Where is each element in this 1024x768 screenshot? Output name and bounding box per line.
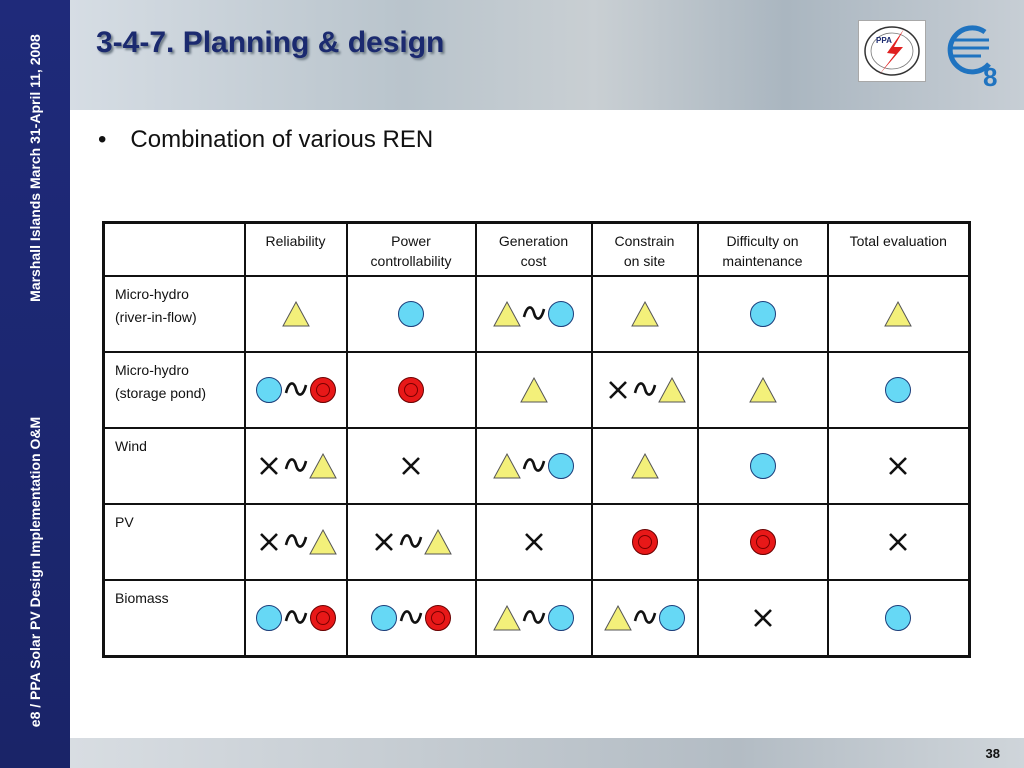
cross-icon [255,452,283,480]
e8-logo [945,18,1009,90]
sidebar [0,0,70,768]
rating-cell [592,504,698,580]
tilde-icon [283,528,309,556]
rating-cell [347,352,476,428]
circle-icon [370,604,398,632]
triangle-icon [658,376,686,404]
triangle-icon [309,528,337,556]
column-header: Power controllability [347,223,476,277]
rating-cell [698,352,828,428]
triangle-icon [424,528,452,556]
rating-cell [592,580,698,657]
column-header: Reliability [245,223,347,277]
tilde-icon [283,376,309,404]
tilde-icon [632,604,658,632]
rating-cell [828,352,970,428]
circle-icon [658,604,686,632]
table-row [104,580,970,657]
column-header: Generation cost [476,223,592,277]
red-circle-icon [749,528,777,556]
slide-footer [70,738,1024,768]
rating-cell [347,428,476,504]
red-circle-icon [309,604,337,632]
table-corner-cell [104,223,245,277]
circle-icon [884,604,912,632]
rating-cell [347,504,476,580]
bullet-marker: • [98,126,107,153]
cross-icon [397,452,425,480]
rating-cell [347,580,476,657]
rating-cell [245,580,347,657]
rating-cell [698,580,828,657]
cross-icon [884,528,912,556]
ppa-logo [858,20,926,82]
circle-icon [547,452,575,480]
circle-icon [255,604,283,632]
triangle-icon [493,452,521,480]
tilde-icon [283,452,309,480]
triangle-icon [604,604,632,632]
rating-cell [698,276,828,352]
row-label: Wind [104,428,245,504]
circle-icon [547,604,575,632]
circle-icon [884,376,912,404]
triangle-icon [520,376,548,404]
triangle-icon [309,452,337,480]
triangle-icon [884,300,912,328]
row-label: Micro-hydro (storage pond) [104,352,245,428]
rating-cell [245,504,347,580]
slide-title: 3-4-7. Planning & design [96,26,445,59]
column-header: Constrain on site [592,223,698,277]
rating-cell [476,580,592,657]
rating-cell [592,276,698,352]
circle-icon [749,300,777,328]
red-circle-icon [397,376,425,404]
column-header: Total evaluation [828,223,970,277]
tilde-icon [398,528,424,556]
triangle-icon [631,452,659,480]
circle-icon [547,300,575,328]
rating-cell [476,276,592,352]
rating-cell [592,352,698,428]
triangle-icon [282,300,310,328]
triangle-icon [493,604,521,632]
rating-cell [245,352,347,428]
rating-cell [828,428,970,504]
cross-icon [884,452,912,480]
evaluation-table [102,221,971,658]
rating-cell [245,276,347,352]
bullet-point [98,126,433,154]
triangle-icon [493,300,521,328]
rating-cell [828,580,970,657]
table-row [104,276,970,352]
rating-cell [245,428,347,504]
rating-cell [476,504,592,580]
rating-cell [828,504,970,580]
rating-cell [828,276,970,352]
rating-cell [476,352,592,428]
cross-icon [255,528,283,556]
tilde-icon [521,452,547,480]
circle-icon [397,300,425,328]
svg-text:8: 8 [983,62,998,90]
table-row [104,504,970,580]
red-circle-icon [309,376,337,404]
column-header: Difficulty on maintenance [698,223,828,277]
rating-cell [592,428,698,504]
rating-cell [347,276,476,352]
table-row [104,428,970,504]
rating-cell [476,428,592,504]
sidebar-event-text: Marshall Islands March 31-April 11, 2008 [27,34,43,302]
cross-icon [520,528,548,556]
cross-icon [749,604,777,632]
circle-icon [749,452,777,480]
row-label: PV [104,504,245,580]
cross-icon [370,528,398,556]
tilde-icon [283,604,309,632]
tilde-icon [521,300,547,328]
rating-cell [698,428,828,504]
sidebar-project-text: e8 / PPA Solar PV Design Implementation O&M [27,416,43,728]
row-label: Biomass [104,580,245,657]
tilde-icon [398,604,424,632]
red-circle-icon [424,604,452,632]
triangle-icon [749,376,777,404]
cross-icon [604,376,632,404]
row-label: Micro-hydro (river-in-flow) [104,276,245,352]
tilde-icon [521,604,547,632]
table-header-row [104,223,970,277]
circle-icon [255,376,283,404]
table-row [104,352,970,428]
bullet-text: Combination of various REN [130,126,434,153]
rating-cell [698,504,828,580]
triangle-icon [631,300,659,328]
red-circle-icon [631,528,659,556]
page-number: 38 [985,746,1000,761]
svg-text:PPA: PPA [876,36,892,45]
tilde-icon [632,376,658,404]
